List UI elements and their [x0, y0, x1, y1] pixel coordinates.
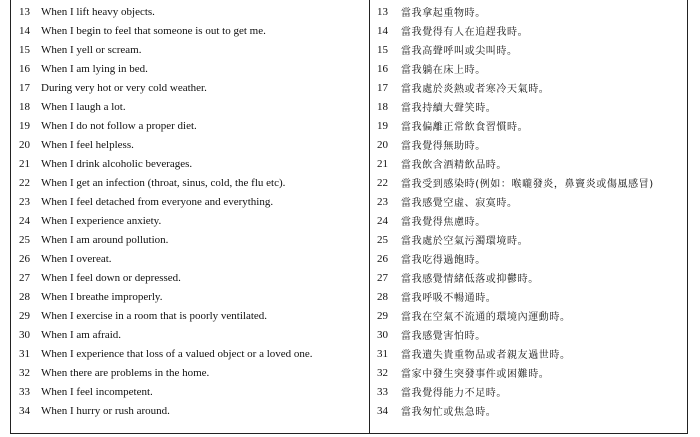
chinese-item-text: 當我偏離正常飲食習慣時。 — [401, 122, 529, 133]
english-item-row — [19, 344, 364, 363]
english-item-number: 21 — [19, 157, 30, 170]
english-item-number: 19 — [19, 119, 30, 132]
chinese-item-number: 19 — [377, 119, 388, 132]
chinese-item-row — [377, 78, 682, 97]
english-item-text: When I do not follow a proper diet. — [41, 119, 197, 132]
chinese-item-text: 當我匆忙或焦急時。 — [401, 407, 497, 418]
chinese-item-number: 22 — [377, 176, 388, 189]
chinese-item-text: 當我高聲呼叫或尖叫時。 — [401, 46, 518, 57]
chinese-item-number: 27 — [377, 271, 388, 284]
column-divider — [369, 0, 370, 433]
english-item-text: During very hot or very cold weather. — [41, 81, 207, 94]
english-item-row — [19, 116, 364, 135]
chinese-item-number: 25 — [377, 233, 388, 246]
english-item-number: 15 — [19, 43, 30, 56]
english-item-text: When I begin to feel that someone is out to get me. — [41, 24, 266, 37]
chinese-item-text: 當我受到感染時(例如：喉嚨發炎，鼻竇炎或傷風感冒) — [401, 179, 654, 190]
chinese-item-number: 20 — [377, 138, 388, 151]
chinese-item-number: 29 — [377, 309, 388, 322]
english-item-text: When I feel incompetent. — [41, 385, 153, 398]
english-item-row — [19, 59, 364, 78]
english-item-text: When there are problems in the home. — [41, 366, 210, 379]
english-item-row — [19, 306, 364, 325]
chinese-column — [377, 2, 682, 420]
english-item-row — [19, 401, 364, 420]
chinese-item-row — [377, 287, 682, 306]
english-item-number: 28 — [19, 290, 30, 303]
chinese-item-number: 16 — [377, 62, 388, 75]
chinese-item-number: 13 — [377, 5, 388, 18]
chinese-item-text: 當我感覺情緒低落或抑鬱時。 — [401, 274, 539, 285]
chinese-item-text: 當我在空氣不流通的環境內運動時。 — [401, 312, 571, 323]
chinese-item-text: 當我持續大聲笑時。 — [401, 103, 497, 114]
english-item-text: When I lift heavy objects. — [41, 5, 155, 18]
english-item-number: 23 — [19, 195, 30, 208]
chinese-item-row — [377, 21, 682, 40]
chinese-item-row — [377, 40, 682, 59]
english-item-number: 13 — [19, 5, 30, 18]
chinese-item-number: 14 — [377, 24, 388, 37]
chinese-item-number: 31 — [377, 347, 388, 360]
english-item-number: 14 — [19, 24, 30, 37]
chinese-item-row — [377, 2, 682, 21]
chinese-item-row — [377, 192, 682, 211]
english-item-row — [19, 268, 364, 287]
english-item-text: When I feel down or depressed. — [41, 271, 181, 284]
chinese-item-number: 21 — [377, 157, 388, 170]
english-item-row — [19, 382, 364, 401]
english-item-text: When I am around pollution. — [41, 233, 169, 246]
chinese-item-row — [377, 306, 682, 325]
questionnaire-table — [10, 0, 688, 434]
chinese-item-text: 當我飲含酒精飲品時。 — [401, 160, 507, 171]
english-item-text: When I am afraid. — [41, 328, 122, 341]
english-item-text: When I feel detached from everyone and everything. — [41, 195, 274, 208]
chinese-item-number: 24 — [377, 214, 388, 227]
chinese-item-number: 15 — [377, 43, 388, 56]
chinese-item-text: 當我覺得焦慮時。 — [401, 217, 486, 228]
english-item-number: 25 — [19, 233, 30, 246]
english-item-row — [19, 78, 364, 97]
english-item-number: 32 — [19, 366, 30, 379]
english-item-number: 24 — [19, 214, 30, 227]
chinese-item-row — [377, 173, 682, 192]
english-item-number: 26 — [19, 252, 30, 265]
chinese-item-row — [377, 116, 682, 135]
english-item-number: 31 — [19, 347, 30, 360]
english-item-text: When I overeat. — [41, 252, 112, 265]
chinese-item-row — [377, 59, 682, 78]
english-item-row — [19, 154, 364, 173]
english-item-row — [19, 211, 364, 230]
english-item-row — [19, 325, 364, 344]
english-item-number: 18 — [19, 100, 30, 113]
chinese-item-text: 當我處於炎熱或者寒冷天氣時。 — [401, 84, 550, 95]
chinese-item-row — [377, 249, 682, 268]
chinese-item-number: 28 — [377, 290, 388, 303]
chinese-item-number: 18 — [377, 100, 388, 113]
english-item-row — [19, 192, 364, 211]
english-item-number: 33 — [19, 385, 30, 398]
english-item-number: 27 — [19, 271, 30, 284]
chinese-item-text: 當我覺得能力不足時。 — [401, 388, 507, 399]
english-item-number: 29 — [19, 309, 30, 322]
english-item-number: 20 — [19, 138, 30, 151]
chinese-item-number: 30 — [377, 328, 388, 341]
english-item-text: When I feel helpless. — [41, 138, 134, 151]
english-item-row — [19, 40, 364, 59]
chinese-item-text: 當我呼吸不暢通時。 — [401, 293, 497, 304]
chinese-item-row — [377, 382, 682, 401]
english-item-text: When I experience anxiety. — [41, 214, 162, 227]
english-item-number: 16 — [19, 62, 30, 75]
english-item-row — [19, 135, 364, 154]
english-item-number: 34 — [19, 404, 30, 417]
chinese-item-row — [377, 401, 682, 420]
english-item-number: 22 — [19, 176, 30, 189]
english-item-text: When I am lying in bed. — [41, 62, 148, 75]
chinese-item-row — [377, 97, 682, 116]
chinese-item-text: 當我感覺空虛、寂寞時。 — [401, 198, 518, 209]
english-item-row — [19, 173, 364, 192]
chinese-item-text: 當我覺得無助時。 — [401, 141, 486, 152]
chinese-item-row — [377, 268, 682, 287]
english-item-text: When I exercise in a room that is poorly ventilated. — [41, 309, 268, 322]
english-item-row — [19, 97, 364, 116]
chinese-item-text: 當我覺得有人在追趕我時。 — [401, 27, 529, 38]
english-item-row — [19, 21, 364, 40]
english-item-text: When I laugh a lot. — [41, 100, 126, 113]
chinese-item-row — [377, 154, 682, 173]
english-item-row — [19, 2, 364, 21]
chinese-item-text: 當家中發生突發事件或困難時。 — [401, 369, 550, 380]
english-column — [19, 2, 364, 420]
english-item-number: 30 — [19, 328, 30, 341]
chinese-item-row — [377, 363, 682, 382]
chinese-item-row — [377, 325, 682, 344]
english-item-text: When I experience that loss of a valued object or a loved one. — [41, 347, 313, 360]
chinese-item-row — [377, 344, 682, 363]
chinese-item-text: 當我拿起重物時。 — [401, 8, 486, 19]
chinese-item-row — [377, 135, 682, 154]
english-item-text: When I get an infection (throat, sinus, cold, the flu etc). — [41, 176, 286, 189]
chinese-item-number: 17 — [377, 81, 388, 94]
english-item-text: When I drink alcoholic beverages. — [41, 157, 193, 170]
chinese-item-text: 當我吃得過飽時。 — [401, 255, 486, 266]
chinese-item-number: 23 — [377, 195, 388, 208]
chinese-item-text: 當我感覺害怕時。 — [401, 331, 486, 342]
chinese-item-row — [377, 211, 682, 230]
chinese-item-number: 33 — [377, 385, 388, 398]
english-item-text: When I hurry or rush around. — [41, 404, 170, 417]
english-item-row — [19, 287, 364, 306]
chinese-item-row — [377, 230, 682, 249]
chinese-item-number: 32 — [377, 366, 388, 379]
chinese-item-number: 26 — [377, 252, 388, 265]
english-item-number: 17 — [19, 81, 30, 94]
chinese-item-number: 34 — [377, 404, 388, 417]
chinese-item-text: 當我遺失貴重物品或者親友過世時。 — [401, 350, 571, 361]
english-item-row — [19, 230, 364, 249]
chinese-item-text: 當我處於空氣污濁環境時。 — [401, 236, 529, 247]
english-item-row — [19, 249, 364, 268]
english-item-text: When I yell or scream. — [41, 43, 142, 56]
chinese-item-text: 當我躺在床上時。 — [401, 65, 486, 76]
english-item-text: When I breathe improperly. — [41, 290, 163, 303]
english-item-row — [19, 363, 364, 382]
